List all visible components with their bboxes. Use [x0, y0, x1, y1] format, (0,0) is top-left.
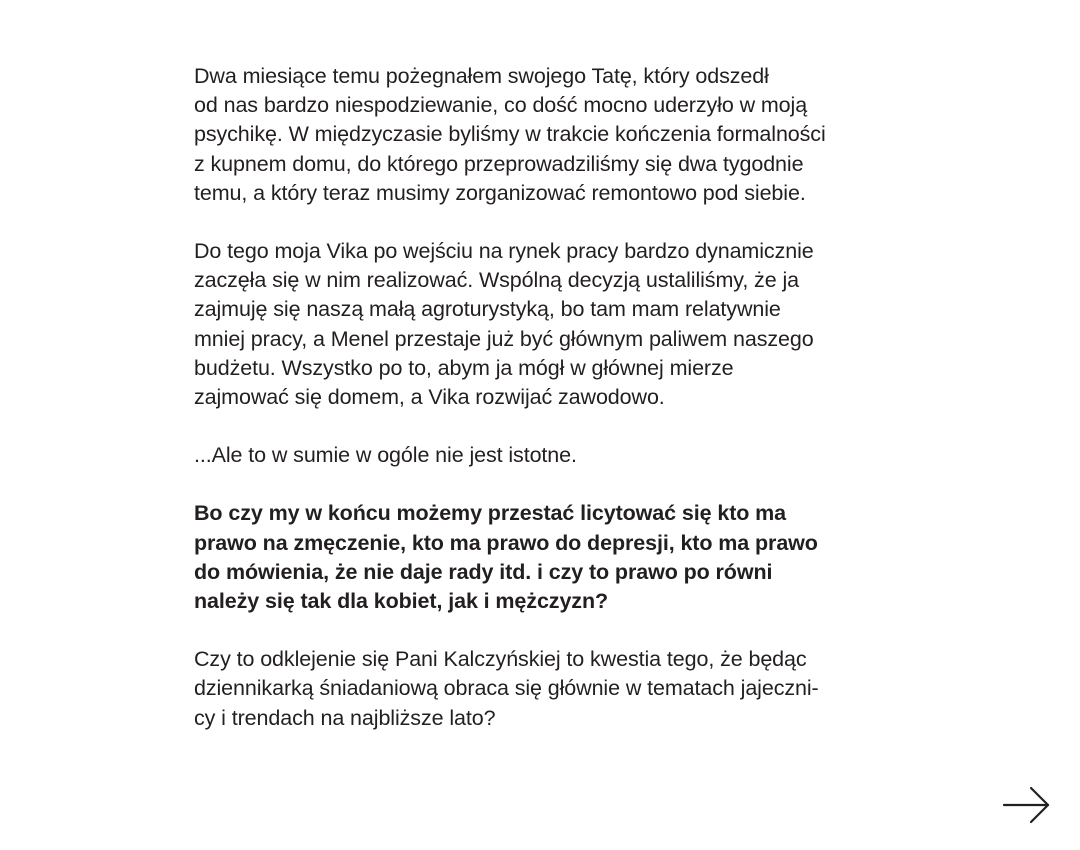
text-line: Do tego moja Vika po wejściu na rynek pracy bardzo dynamicznie — [194, 239, 814, 264]
text-line: zaczęła się w nim realizować. Wspólną decyzją ustaliliśmy, że ja — [194, 268, 799, 293]
text-line: Czy to odklejenie się Pani Kalczyńskiej to kwestia tego, że będąc — [194, 647, 807, 672]
text-line: prawo na zmęczenie, kto ma prawo do depresji, kto ma prawo — [194, 530, 818, 555]
text-line: cy i trendach na najbliższe lato? — [194, 705, 496, 730]
text-line: należy się tak dla kobiet, jak i mężczyzn? — [194, 589, 609, 614]
paragraph-5 — [194, 645, 854, 733]
text-line: do mówienia, że nie daje rady itd. i czy to prawo po równi — [194, 559, 773, 584]
text-line: zajmuję się naszą małą agroturystyką, bo tam mam relatywnie — [194, 297, 781, 322]
next-page-button[interactable] — [1003, 786, 1051, 824]
text-line: ...Ale to w sumie w ogóle nie jest istotne. — [194, 443, 577, 468]
paragraph-2 — [194, 237, 854, 412]
text-line: od nas bardzo niespodziewanie, co dość mocno uderzyło w moją — [194, 93, 808, 118]
text-line: budżetu. Wszystko po to, abym ja mógł w głównej mierze — [194, 355, 734, 380]
paragraph-1 — [194, 62, 854, 208]
text-line: mniej pracy, a Menel przestaje już być głównym paliwem naszego — [194, 326, 814, 351]
article-body — [194, 62, 854, 762]
text-line: temu, a który teraz musimy zorganizować remontowo pod siebie. — [194, 180, 806, 205]
paragraph-4-emphasis — [194, 499, 854, 616]
paragraph-3 — [194, 441, 854, 470]
text-line: Dwa miesiące temu pożegnałem swojego Tatę, który odszedł — [194, 64, 769, 88]
text-line: psychikę. W międzyczasie byliśmy w trakcie kończenia formalności — [194, 122, 826, 147]
text-line: dziennikarką śniadaniową obraca się głównie w tematach jajeczni- — [194, 676, 819, 701]
text-line: z kupnem domu, do którego przeprowadziliśmy się dwa tygodnie — [194, 151, 804, 176]
text-line: zajmować się domem, a Vika rozwijać zawodowo. — [194, 385, 665, 410]
arrow-right-icon — [1003, 786, 1051, 824]
text-line: Bo czy my w końcu możemy przestać licytować się kto ma — [194, 501, 787, 526]
